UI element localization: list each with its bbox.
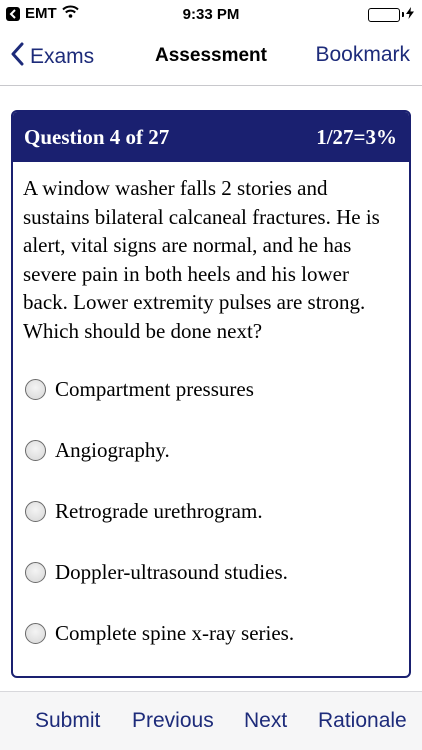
radio-button-icon[interactable] — [25, 623, 46, 644]
status-time: 9:33 PM — [182, 6, 240, 23]
carrier-label: EMT — [25, 5, 57, 22]
page-title: Assessment — [155, 45, 267, 66]
submit-button[interactable]: Submit — [35, 709, 101, 732]
question-card — [11, 110, 411, 678]
answer-options — [13, 359, 409, 664]
progress-label: 1/27=3% — [316, 124, 397, 149]
radio-button-icon[interactable] — [25, 379, 46, 400]
answer-label: Doppler-ultrasound studies. — [55, 560, 288, 584]
bottom-toolbar — [0, 691, 422, 750]
answer-option-3[interactable] — [25, 481, 409, 542]
answer-option-5[interactable] — [25, 603, 409, 664]
answer-option-1[interactable] — [25, 359, 409, 420]
answer-label: Compartment pressures — [55, 377, 254, 401]
battery-icon — [368, 8, 400, 22]
next-button[interactable]: Next — [244, 709, 288, 732]
bookmark-button[interactable]: Bookmark — [315, 43, 410, 66]
radio-button-icon[interactable] — [25, 501, 46, 522]
question-number: Question 4 of 27 — [24, 124, 170, 149]
answer-option-2[interactable] — [25, 420, 409, 481]
answer-label: Retrograde urethrogram. — [55, 499, 263, 523]
radio-button-icon[interactable] — [25, 440, 46, 461]
radio-button-icon[interactable] — [25, 562, 46, 583]
navigation-bar — [0, 28, 422, 86]
charging-bolt-icon — [406, 6, 414, 23]
question-header — [13, 112, 409, 162]
previous-button[interactable]: Previous — [132, 709, 214, 732]
status-bar — [0, 0, 422, 28]
battery-nub — [402, 12, 404, 17]
answer-option-4[interactable] — [25, 542, 409, 603]
answer-label: Complete spine x-ray series. — [55, 621, 295, 645]
question-text: A window washer falls 2 stories and sustains bilateral calcaneal fractures. He is alert, vital signs are normal, and he has severe pain in both heels and his lower back. Lower extremity pulses are strong. Which should be done next? — [23, 176, 380, 343]
back-label: Exams — [30, 45, 95, 68]
rationale-button[interactable]: Rationale — [318, 709, 407, 732]
answer-label: Angiography. — [55, 438, 170, 462]
status-right — [368, 6, 414, 23]
